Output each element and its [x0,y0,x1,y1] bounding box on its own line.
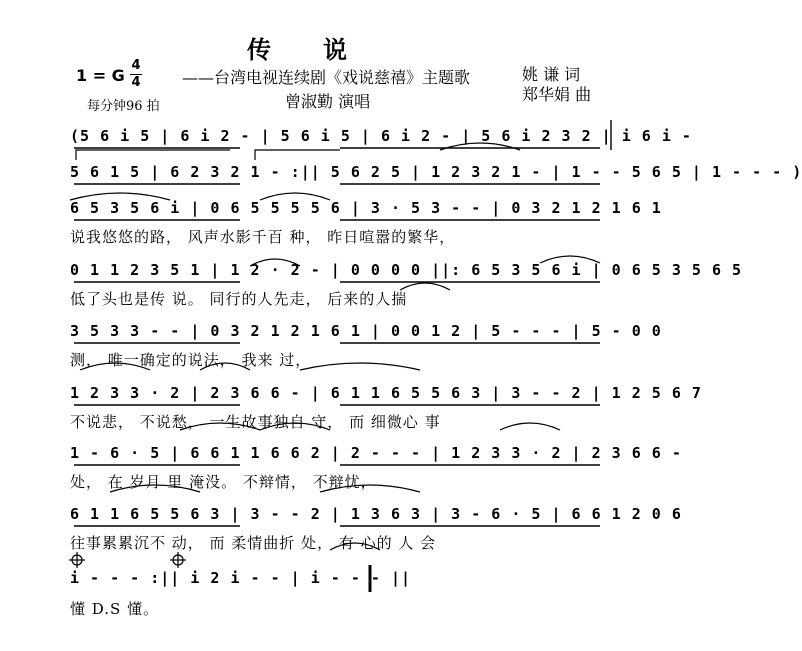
notation-line-6: 1 2 3 3 · 2 | 2 3 6 6 - | 6 1 1 6 5 5 6 3 | 3 - - 2 | 1 2 5 6 7 [70,384,702,402]
lyrics-line-7: 处， 在 岁月 里 淹没。 不辩情， 不辩忧， [70,473,377,491]
performer-credit: 曾淑勤 演唱 [285,92,371,111]
notation-line-9: i - - - :|| i 2 i - - | i - - - || [70,569,412,587]
volta-bracket-1 [76,150,230,160]
composer-credit: 郑华娟 曲 [522,85,592,104]
lyrics-line-5: 测， 唯一确定的说法， 我来 过， [70,351,312,369]
lyrics-line-6: 不说悲， 不说愁， 一生故事独自 守， 而 细微心 事 [70,413,441,431]
notation-line-7: 1 - 6 · 5 | 6 6 1 1 6 6 2 | 2 - - - | 1 2 3 3 · 2 | 2 3 6 6 - [70,444,682,462]
notation-line-1: (5 6 i 5 | 6 i 2 - | 5 6 i 5 | 6 i 2 - | 5 6 i 2 3 2 | i 6 i - [70,127,692,145]
lyrics-line-3: 说我悠悠的路， 风声水影千百 种， 昨日喧嚣的繁华， [70,228,456,246]
notation-line-2: 5 6 1 5 | 6 2 3 2 1 - :|| 5 6 2 5 | 1 2 3 2 1 - | 1 - - 5 6 5 | 1 - - - ) [70,163,802,181]
notation-line-4: 0 1 1 2 3 5 1 | 1 2 · 2 - | 0 0 0 0 ||: 6 5 3 5 6 i | 0 6 5 3 5 6 5 [70,261,743,279]
time-signature-top: 4 [131,58,141,73]
lyrics-line-9: 懂 D.S 懂。 [70,600,160,618]
notation-line-8: 6 1 1 6 5 5 6 3 | 3 - - 2 | 1 3 6 3 | 3 - 6 · 5 | 6 6 1 2 0 6 [70,505,682,523]
tempo-marking: 每分钟96 拍 [87,99,160,114]
lyricist-credit: 姚 谦 词 [522,65,581,84]
song-title: 传说 [247,36,399,64]
tie-slur [400,283,450,290]
lyrics-line-4: 低了头也是传 说。 同行的人先走， 后来的人揣 [70,290,408,308]
time-signature [128,59,144,90]
subtitle: ——台湾电视连续剧《戏说慈禧》主题歌 [182,68,471,87]
volta-bracket-2 [255,150,340,160]
key-signature: 1 = G [76,66,125,85]
notation-line-5: 3 5 3 3 - - | 0 3 2 1 2 1 6 1 | 0 0 1 2 | 5 - - - | 5 - 0 0 [70,322,662,340]
tie-slur [500,423,560,430]
lyrics-line-8: 往事累累沉不 动， 而 柔情曲折 处， 有 心的 人 会 [70,534,437,552]
time-signature-bottom: 4 [131,75,141,90]
tie-slur [300,363,420,370]
notation-line-3: 6 5 3 5 6 i | 0 6 5 5 5 5 6 | 3 · 5 3 - - | 0 3 2 1 2 1 6 1 [70,199,662,217]
